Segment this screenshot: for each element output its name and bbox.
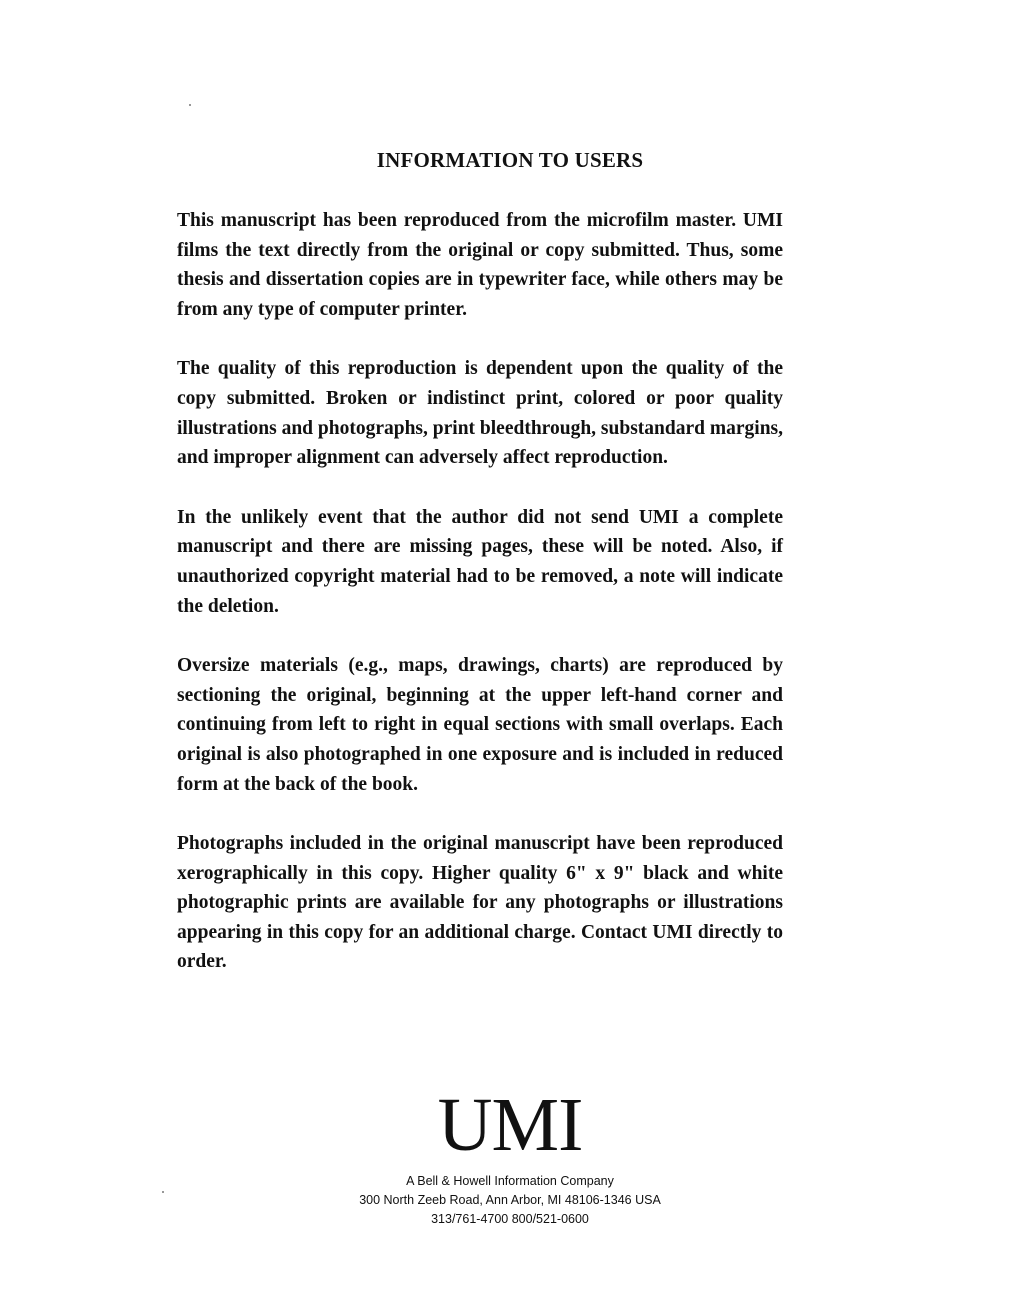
paragraph-oversize-materials: Oversize materials (e.g., maps, drawings, charts) are reproduced by sectioning the original, beginning at the upper left-hand corner and continuing from left to right in equal sections with small overlaps. Each original is also photographed in one exposure and is included in reduced form at the back of the book.: [177, 655, 783, 795]
paragraph-reproduction-source: This manuscript has been reproduced from the microfilm master. UMI films the text directly from the original or copy submitted. Thus, some thesis and dissertation copies are in typewriter face, while others may be from any type of computer printer.: [177, 210, 783, 320]
street-address: 300 North Zeeb Road, Ann Arbor, MI 48106-1346 USA: [359, 1193, 661, 1207]
quality-emphasis: The quality of this reproduction is dependent upon the quality of the copy submitted.: [177, 358, 783, 409]
phone-numbers: 313/761-4700 800/521-0600: [431, 1212, 589, 1226]
company-name: A Bell & Howell Information Company: [406, 1174, 614, 1188]
paragraph-photographs: Photographs included in the original manuscript have been reproduced xerographically in this copy. Higher quality 6" x 9" black and white photographic prints are available for any photographs or illustrations appearing in this copy for an additional charge. Contact UMI directly to order.: [177, 833, 783, 973]
scan-speck: [189, 104, 191, 106]
quality-details: Broken or indistinct print, colored or poor quality illustrations and photographs, print bleedthrough, substandard margins, and improper alignment can adversely affect reproduction.: [177, 387, 783, 469]
paragraph-missing-pages: In the unlikely event that the author did not send UMI a complete manuscript and there are missing pages, these will be noted. Also, if unauthorized copyright material had to be removed, a note will indicate the deletion.: [177, 506, 783, 617]
umi-logo: UMI: [437, 1083, 583, 1167]
notice-body: [177, 206, 783, 977]
company-address-block: [0, 1172, 1020, 1229]
paragraph-quality: [177, 354, 783, 472]
page-title: INFORMATION TO USERS: [376, 148, 644, 172]
